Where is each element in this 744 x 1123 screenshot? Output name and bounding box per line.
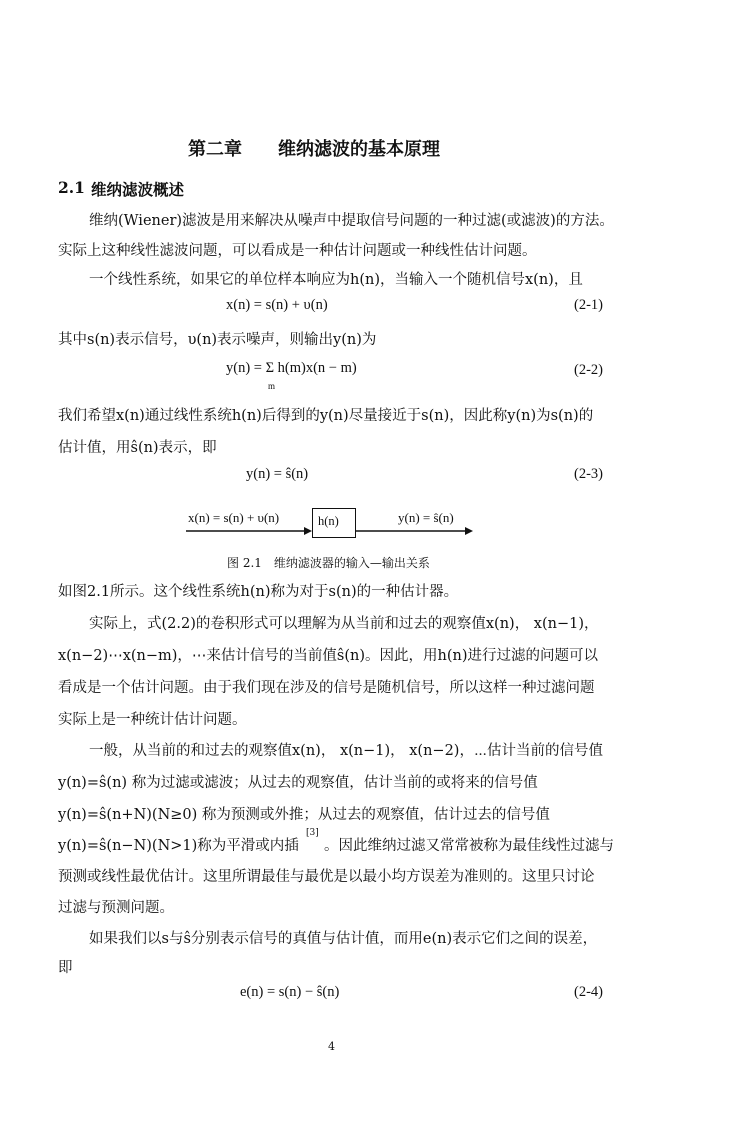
page-number: 4 [328,1040,335,1053]
section-title: 维纳滤波概述 [91,180,185,199]
paragraph-line: y(n)=ŝ(n+N)(N≥0) 称为预测或外推；从过去的观察值，估计过去的信号值 [58,807,550,823]
input-signal-label: x(n) = s(n) + υ(n) [188,510,280,525]
filter-block-label: h(n) [318,514,339,528]
equation: y(n) = Σ h(m)x(n − m) [226,360,357,376]
figure-caption: 图 2.1 维纳滤波器的输入—输出关系 [227,556,430,570]
chapter-number: 第二章 [188,139,242,160]
equation-number: (2-4) [574,984,603,1000]
equation: x(n) = s(n) + υ(n) [226,297,328,313]
output-signal-label: y(n) = ŝ(n) [398,510,454,525]
paragraph-line: 实际上，式(2.2)的卷积形式可以理解为从当前和过去的观察值x(n)， x(n−1)， [89,616,599,632]
paragraph-line: 实际上这种线性滤波问题，可以看成是一种估计问题或一种线性估计问题。 [58,243,537,259]
paragraph-line: 一般，从当前的和过去的观察值x(n)， x(n−1)， x(n−2)，⋯估计当前的信号值 [89,743,604,759]
paragraph-line: 过滤与预测问题。 [58,900,174,916]
paragraph-line: 如图2.1所示。这个线性系统h(n)称为对于s(n)的一种估计器。 [58,584,459,600]
paragraph-line: 看成是一个估计问题。由于我们现在涉及的信号是随机信号，所以这样一种过滤问题 [58,680,595,696]
paragraph-line: x(n−2)⋯x(n−m)，⋯来估计信号的当前值ŝ(n)。因此，用h(n)进行过滤的问题可以 [58,648,599,664]
paragraph-line: 如果我们以s与ŝ分别表示信号的真值与估计值，而用e(n)表示它们之间的误差， [89,931,598,947]
paragraph-line: 其中s(n)表示信号，υ(n)表示噪声，则输出y(n)为 [58,332,377,348]
equation: y(n) = ŝ(n) [246,466,309,482]
paragraph-line: 实际上是一种统计估计问题。 [58,712,247,728]
equation: e(n) = s(n) − ŝ(n) [240,984,340,1000]
equation-number: (2-1) [574,297,603,313]
paragraph-line: 维纳(Wiener)滤波是用来解决从噪声中提取信号问题的一种过滤(或滤波)的方法。 [89,213,614,229]
paragraph-line: y(n)=ŝ(n) 称为过滤或滤波；从过去的观察值，估计当前的或将来的信号值 [58,775,538,791]
paragraph-line: 即 [58,960,73,976]
section-number: 2.1 [58,178,85,197]
citation: [3] [306,828,319,838]
equation-number: (2-3) [574,466,603,482]
paragraph-line: 一个线性系统，如果它的单位样本响应为h(n)，当输入一个随机信号x(n)，且 [89,272,583,288]
chapter-title: 维纳滤波的基本原理 [278,139,440,160]
paragraph-line: 我们希望x(n)通过线性系统h(n)后得到的y(n)尽量接近于s(n)，因此称y(n)为s(n)的 [58,408,594,424]
paragraph-line: 。因此维纳过滤又常常被称为最佳线性过滤与 [324,838,614,854]
paragraph-line: 估计值，用ŝ(n)表示，即 [58,440,217,456]
paragraph-line: 预测或线性最优估计。这里所谓最佳与最优是以最小均方误差为准则的。这里只讨论 [58,869,595,885]
paragraph-line: y(n)=ŝ(n−N)(N>1)称为平滑或内插 [58,838,299,854]
equation-number: (2-2) [574,362,603,378]
equation-subscript: m [268,381,276,391]
